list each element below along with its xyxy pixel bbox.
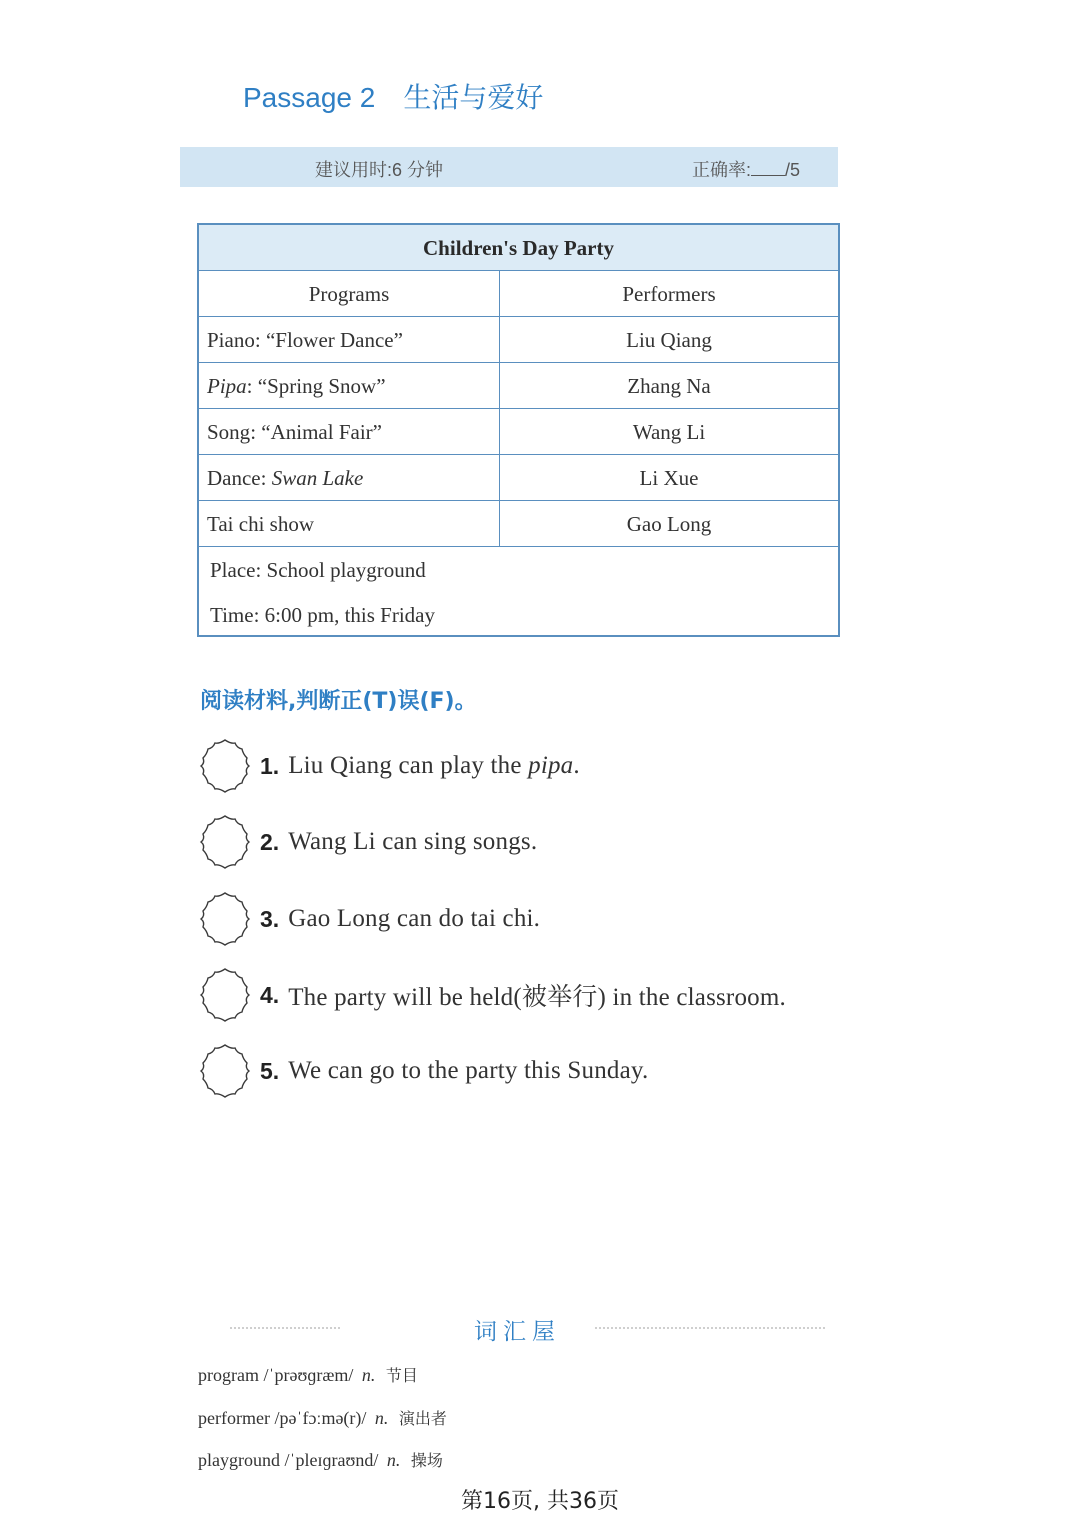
table-row xyxy=(199,317,838,363)
answer-blank[interactable] xyxy=(197,967,253,1023)
program-sep: : xyxy=(254,328,261,352)
program-type: Dance xyxy=(207,466,261,490)
instruction: 阅读材料,判断正(T)误(F)。 xyxy=(200,689,477,714)
party-time: Time: 6:00 pm, this Friday xyxy=(210,603,436,627)
vocab-pos: n. xyxy=(386,1450,401,1470)
accuracy-total: /5 xyxy=(784,160,800,180)
vocab-item xyxy=(198,1448,443,1471)
question-number: 1. xyxy=(260,752,280,779)
info-bar xyxy=(180,147,838,187)
performer-cell: Gao Long xyxy=(626,512,712,536)
question-text: We can go to the party this Sunday. xyxy=(288,1057,649,1084)
vocab-title: 词汇屋 xyxy=(474,1319,561,1345)
program-type: Tai chi show xyxy=(207,512,315,536)
table-row xyxy=(199,409,838,455)
accuracy-label: 正确率: xyxy=(691,160,751,180)
question-3 xyxy=(197,890,540,948)
program-cell xyxy=(199,363,500,408)
vocab-phonetic: /ˈprəʊɡræm/ xyxy=(263,1365,354,1385)
passage-subject: 生活与爱好 xyxy=(403,82,544,113)
accuracy-blank[interactable] xyxy=(751,161,785,176)
program-piece: Swan Lake xyxy=(271,466,364,490)
vocab-item xyxy=(198,1363,418,1386)
answer-blank[interactable] xyxy=(197,891,253,947)
program-piece: “Flower Dance” xyxy=(265,328,403,352)
vocab-word: playground xyxy=(198,1450,280,1470)
question-text: Gao Long can do tai chi. xyxy=(288,905,541,932)
vocab-pos: n. xyxy=(361,1365,376,1385)
question-4 xyxy=(197,966,786,1024)
question-number: 2. xyxy=(260,828,280,855)
question-number: 5. xyxy=(260,1057,280,1084)
program-type: Piano xyxy=(207,328,255,352)
passage-label: Passage 2 xyxy=(243,82,376,113)
program-type: Song xyxy=(207,420,251,444)
vocab-word: program xyxy=(198,1365,259,1385)
program-sep: : xyxy=(260,466,267,490)
vocab-meaning: 操场 xyxy=(410,1451,443,1470)
vocab-meaning: 演出者 xyxy=(398,1409,447,1428)
question-text: Wang Li can sing songs. xyxy=(288,828,538,855)
program-piece: “Animal Fair” xyxy=(261,420,382,444)
question-1 xyxy=(197,737,580,795)
program-sep: : xyxy=(246,374,253,398)
program-type: Pipa xyxy=(207,374,247,398)
table-header-row xyxy=(199,271,838,317)
vocab-phonetic: /pəˈfɔːmə(r)/ xyxy=(274,1408,367,1428)
program-cell xyxy=(199,501,500,546)
program-cell xyxy=(199,409,500,454)
program-cell xyxy=(199,455,500,500)
question-2 xyxy=(197,813,537,871)
program-cell xyxy=(199,317,500,362)
suggested-time: 建议用时:6 分钟 xyxy=(315,160,444,180)
divider xyxy=(595,1327,825,1329)
table-row xyxy=(199,363,838,409)
question-text: The party will be held(被举行) in the classroom. xyxy=(288,984,786,1011)
header-programs: Programs xyxy=(199,271,500,316)
question-number: 3. xyxy=(260,905,280,932)
page-number: 第16页, 共36页 xyxy=(461,1489,619,1514)
question-text-main: Liu Qiang can play the xyxy=(288,752,529,779)
vocab-word: performer xyxy=(198,1408,270,1428)
accuracy-field xyxy=(692,156,800,182)
vocab-pos: n. xyxy=(374,1408,389,1428)
program-sep: : xyxy=(250,420,257,444)
performer-cell: Li Xue xyxy=(639,466,699,490)
answer-blank[interactable] xyxy=(197,814,253,870)
divider xyxy=(230,1327,340,1329)
passage-title xyxy=(243,76,543,116)
performer-cell: Liu Qiang xyxy=(626,328,712,352)
table-row xyxy=(199,455,838,501)
table-footer xyxy=(199,547,838,635)
party-place: Place: School playground xyxy=(210,558,426,582)
program-piece: “Spring Snow” xyxy=(257,374,386,398)
vocab-meaning: 节目 xyxy=(385,1366,418,1385)
question-text-end: . xyxy=(573,752,580,779)
vocab-item xyxy=(198,1406,447,1429)
performer-cell: Wang Li xyxy=(632,420,706,444)
header-performers: Performers xyxy=(622,282,716,306)
performer-cell: Zhang Na xyxy=(627,374,711,398)
question-5 xyxy=(197,1042,648,1100)
answer-blank[interactable] xyxy=(197,738,253,794)
table-title: Children's Day Party xyxy=(199,225,838,271)
answer-blank[interactable] xyxy=(197,1043,253,1099)
party-table xyxy=(197,223,840,637)
question-number: 4. xyxy=(260,981,280,1008)
table-row xyxy=(199,501,838,547)
question-text-italic: pipa xyxy=(528,752,574,779)
vocab-phonetic: /ˈpleɪɡraʊnd/ xyxy=(284,1450,379,1470)
question-text xyxy=(288,752,580,780)
vocab-header xyxy=(230,1313,830,1345)
